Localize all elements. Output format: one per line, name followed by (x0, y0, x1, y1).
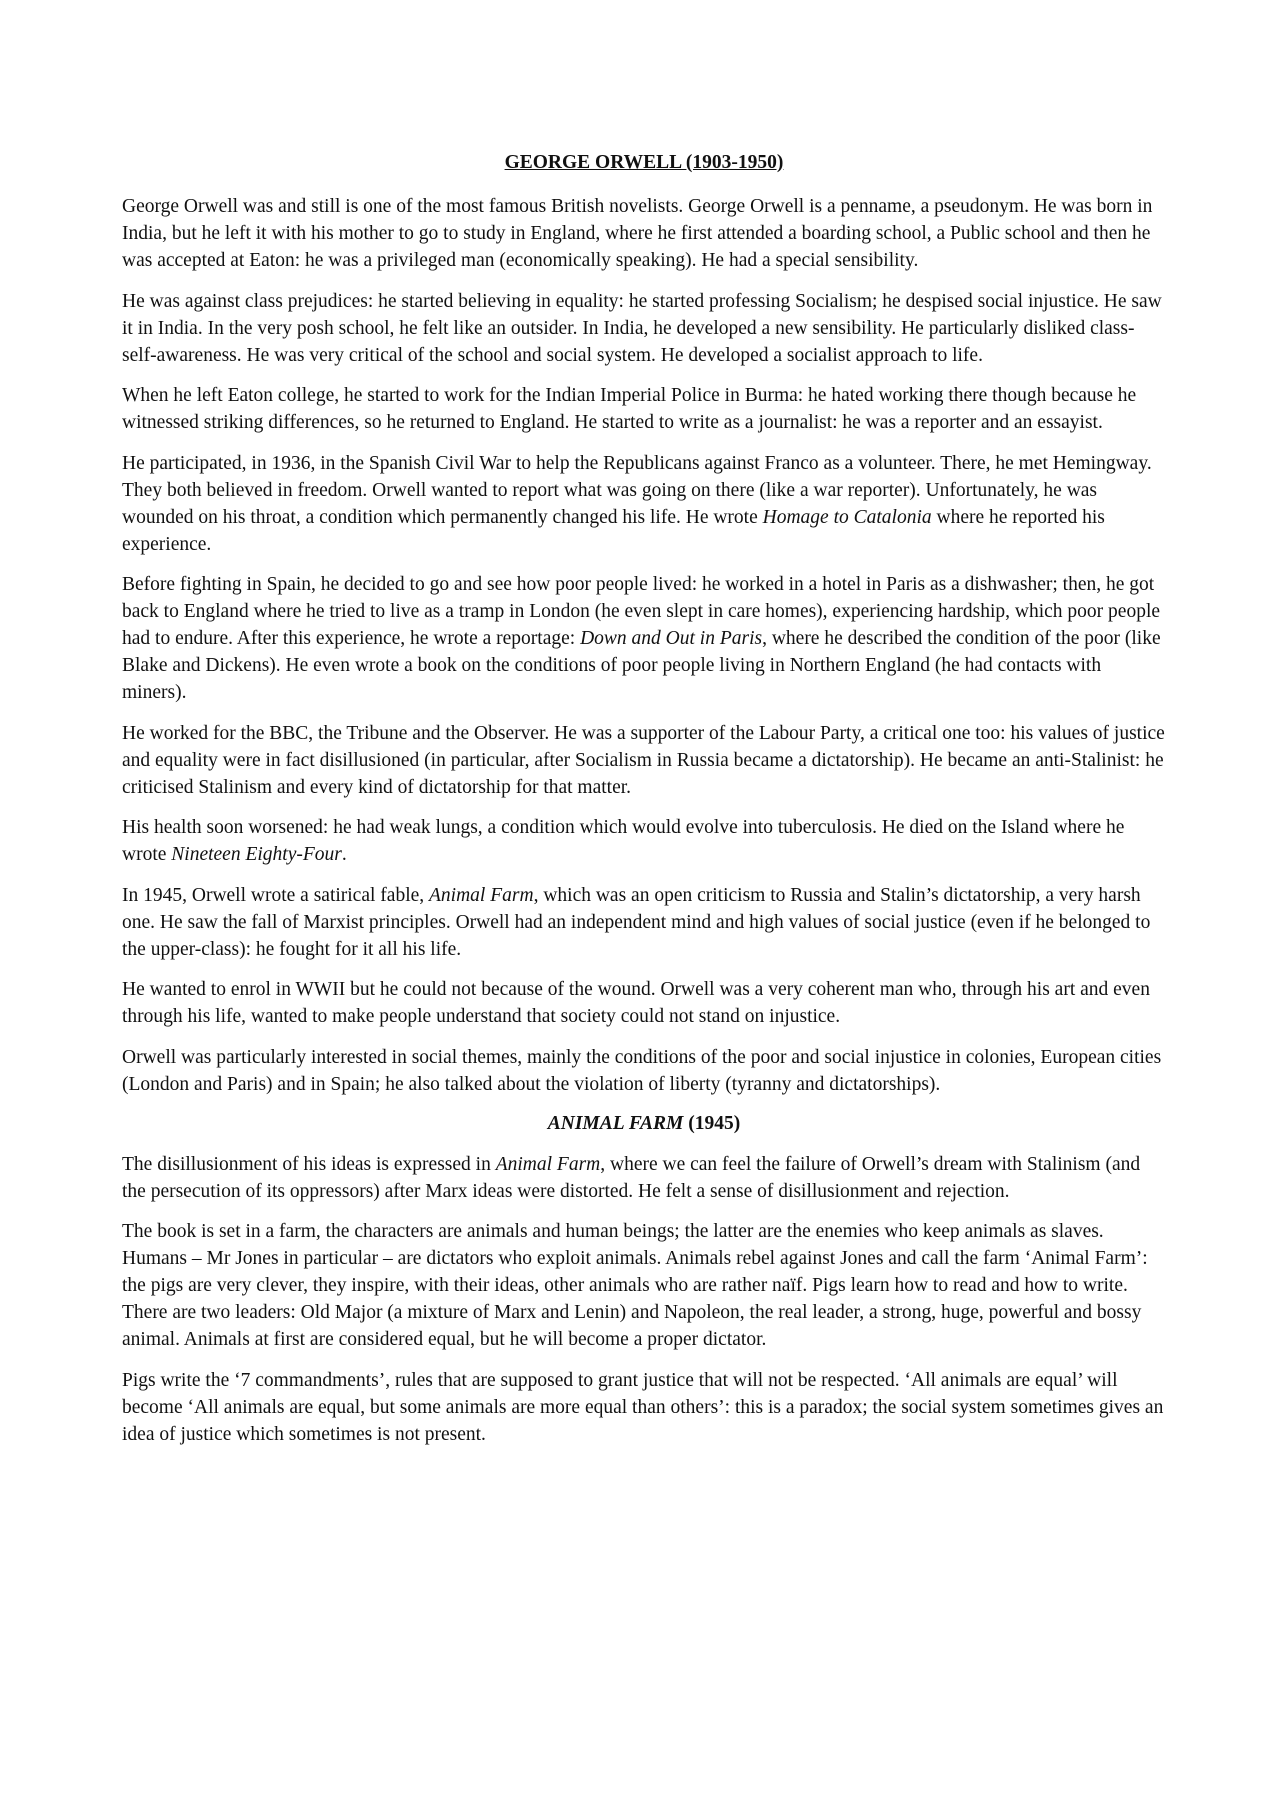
document-page (122, 150, 1166, 1461)
paragraph-text: where he reported his experience. (122, 506, 1105, 555)
paragraph-wwii: He wanted to enrol in WWII but he could not because of the wound. Orwell was a very coherent man who, through his art and even through his life, wanted to make people understand that society could not stand on injustice. (122, 979, 1150, 1028)
paragraph-text: The disillusionment of his ideas is expressed in (122, 1153, 496, 1175)
book-title: Nineteen Eighty-Four (171, 844, 342, 866)
heading-year: (1945) (683, 1113, 741, 1135)
paragraph-plot: The book is set in a farm, the characters are animals and human beings; the latter are the enemies who keep animals as slaves. Humans – Mr Jones in particular – are dictators who exploit animals. Animals rebel against Jones and call the farm ‘Animal Farm’: the pigs are very clever, they inspire, with their ideas, other animals who are rather naïf. Pigs learn how to read and how to write. There are two leaders: Old Major (a mixture of Marx and Lenin) and Napoleon, the real leader, a strong, huge, powerful and bossy animal. Animals at first are considered equal, but he will become a proper dictator. (122, 1221, 1148, 1351)
paragraph-social-themes: Orwell was particularly interested in social themes, mainly the conditions of the poor and social injustice in colonies, European cities (London and Paris) and in Spain; he also talked about the violation of liberty (tyranny and dictatorships). (122, 1046, 1162, 1095)
paragraph-class-prejudices: He was against class prejudices: he started believing in equality: he started professing Socialism; he despised social injustice. He saw it in India. In the very posh school, he felt like an outsider. In India, he developed a new sensibility. He particularly disliked class-self-awareness. He was very critical of the school and social system. He developed a socialist approach to life. (122, 290, 1162, 366)
paragraph-text: , where we can feel the failure of Orwell’s dream with Stalinism (and the persecution of its oppressors) after Marx ideas were distorted. He felt a sense of disillusionment and rejection. (122, 1153, 1141, 1202)
paragraph-text: In 1945, Orwell wrote a satirical fable, (122, 884, 430, 906)
paragraph-burma: When he left Eaton college, he started to work for the Indian Imperial Police in Burma: he hated working there though because he witnessed striking differences, so he returned to England. He started to write as a journalist: he was a reporter and an essayist. (122, 385, 1137, 434)
paragraph-text: , which was an open criticism to Russia and Stalin’s dictatorship, a very harsh one. He saw the fall of Marxist principles. Orwell had an independent mind and high values of social justice (even if he belonged to the upper-class): he fought for it all his life. (122, 884, 1151, 960)
paragraph-text: Before fighting in Spain, he decided to go and see how poor people lived: he worked in a hotel in Paris as a dishwasher; then, he got back to England where he tried to live as a tramp in London (he even slept in care homes), experiencing hardship, which poor people had to endure. After this experience, he wrote a reportage: (122, 574, 1161, 650)
paragraph-commandments: Pigs write the ‘7 commandments’, rules that are supposed to grant justice that will not be respected. ‘All animals are equal’ will become ‘All animals are equal, but some animals are more equal than others’: this is a paradox; the social system sometimes gives an idea of justice which sometimes is not present. (122, 1369, 1164, 1445)
book-title: ANIMAL FARM (547, 1113, 684, 1135)
paragraph-animal-farm-1945 (122, 882, 1166, 963)
paragraph-text: . (341, 844, 347, 866)
paragraph-text: His health soon worsened: he had weak lungs, a condition which would evolve into tuberculosis. He died on the Island where he wrote (122, 817, 1125, 866)
paragraph-health (122, 814, 1166, 868)
book-title: Animal Farm (495, 1153, 601, 1175)
book-title: Homage to Catalonia (762, 506, 932, 528)
paragraph-disillusionment (122, 1151, 1166, 1205)
paragraph-poverty (122, 571, 1166, 706)
paragraph-text: He participated, in 1936, in the Spanish Civil War to help the Republicans against Franco as a volunteer. There, he met Hemingway. They both believed in freedom. Orwell wanted to report what was going on there (like a war reporter). Unfortunately, he was wounded on his throat, a condition which permanently changed his life. He wrote (122, 452, 1152, 528)
book-title: Animal Farm (429, 884, 534, 906)
paragraph-spanish-civil-war (122, 450, 1166, 558)
paragraph-intro: George Orwell was and still is one of the most famous British novelists. George Orwell is a penname, a pseudonym. He was born in India, but he left it with his mother to go to study in England, where he first attended a boarding school, a Public school and then he was accepted at Eaton: he was a privileged man (economically speaking). He had a special sensibility. (122, 196, 1153, 272)
paragraph-bbc: He worked for the BBC, the Tribune and the Observer. He was a supporter of the Labour Party, a critical one too: his values of justice and equality were in fact disillusioned (in particular, after Socialism in Russia became a dictatorship). He became an anti-Stalinist: he criticised Stalinism and every kind of dictatorship for that matter. (122, 722, 1165, 798)
book-title: Down and Out in Paris (580, 628, 763, 650)
section-heading (122, 1111, 1166, 1136)
page-title: GEORGE ORWELL (1903-1950) (504, 152, 784, 173)
paragraph-text: , where he described the condition of the poor (like Blake and Dickens). He even wrote a book on the conditions of poor people living in Northern England (he had contacts with miners). (122, 628, 1161, 704)
